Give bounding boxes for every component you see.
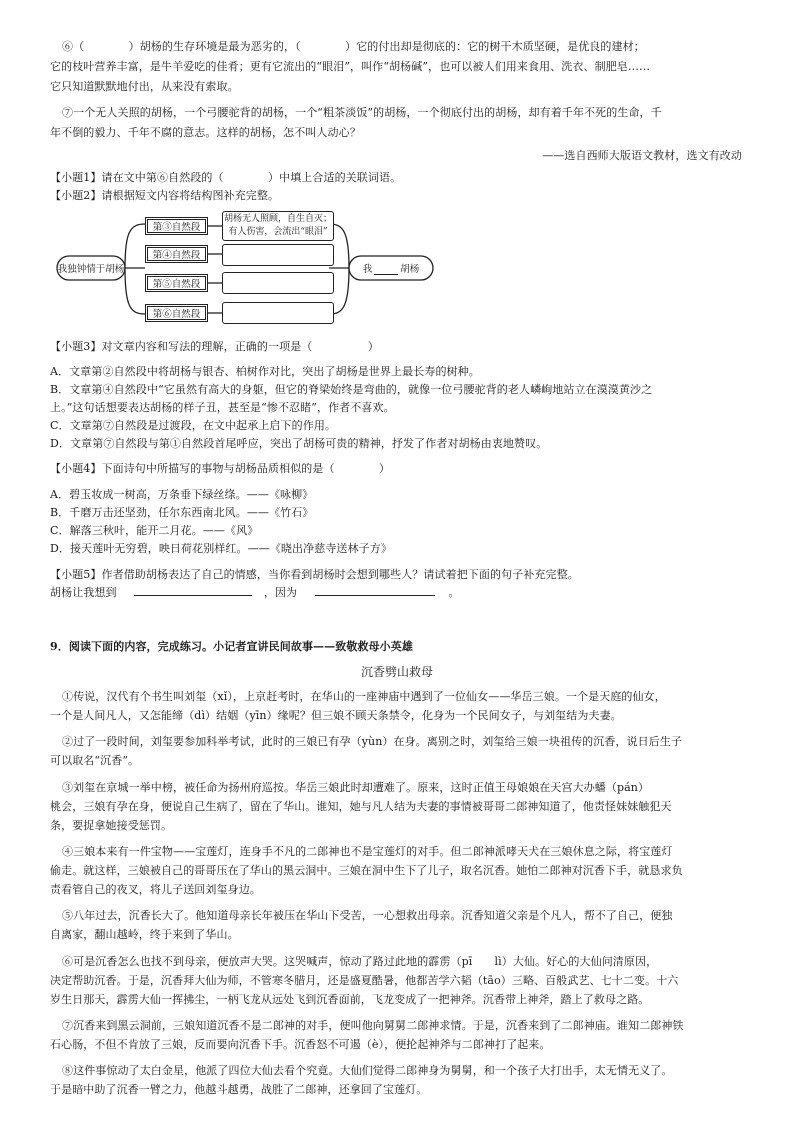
question-5-blank-2[interactable]: [315, 583, 435, 596]
question-4-option-c[interactable]: C．解落三秋叶，能开二月花。——《风》: [50, 524, 259, 537]
question-1: 【小题1】请在文中第⑥自然段的（ ）中填上合适的关联词语。: [50, 171, 402, 184]
paragraph-7-line-2: 年不倒的毅力、千年不腐的意志。这样的胡杨，怎不叫人动心？: [50, 126, 361, 139]
section-9-heading: 9．阅读下面的内容，完成练习。小记者宣讲民间故事——致敬救母小英雄: [50, 640, 413, 653]
story-line-8: ④三娘本来有一件宝物——宝莲灯，连身手不凡的二郎神也不是宝莲灯的对手。但二郎神派哮天犬在三娘休息之际，将宝莲灯: [62, 845, 673, 858]
diagram-right-blank[interactable]: [374, 262, 398, 275]
story-line-18: ⑧这件事惊动了太白金星，他派了四位大仙去看个究竟。大仙们觉得二郎神身为舅舅，和一个孩子大打出手，太无情无义了。: [62, 1064, 673, 1077]
paragraph-6-line-2: 它的枝叶营养丰富，是牛羊爱吃的佳肴；更有它流出的“眼泪”，叫作“胡杨碱”，也可以被人们用来食用、洗衣、制肥皂……: [50, 60, 651, 73]
story-line-13: ⑥可是沉香怎么也找不到母亲，便放声大哭。这哭喊声，惊动了路过此地的霹雳（pī lì）大仙。好心的大仙问清原因，: [62, 955, 658, 968]
story-line-11: ⑤八年过去，沉香长大了。他知道母亲长年被压在华山下受苦，一心想救出母亲。沉香知道父亲是个凡人，帮不了自己，便独: [62, 909, 673, 922]
diagram-row-1-answer: [222, 211, 334, 241]
story-line-2: 一个是人间凡人，又怎能缔（dì）结姻（yīn）缘呢？但三娘不顾天条禁令，化身为一个民间女子，与刘玺结为夫妻。: [50, 709, 622, 722]
diagram-row-4-blank[interactable]: [222, 302, 334, 324]
story-line-9: 偷走。就这样，三娘被自己的哥哥压在了华山的黑云洞中。三娘在洞中生下了儿子，取名沉香。她怕二郎神对沉香下手，就恳求负: [50, 864, 683, 877]
question-4-option-a[interactable]: A．碧玉妆成一树高，万条垂下绿丝绦。——《咏柳》: [50, 488, 314, 501]
question-5-fill-middle: ，因为: [263, 586, 298, 599]
diagram-right-label: [352, 257, 430, 279]
story-title: 沉香劈山救母: [360, 665, 433, 679]
story-line-10: 责看管自己的夜叉，将儿子送回刘玺身边。: [50, 883, 261, 896]
question-4: 【小题4】下面诗句中所描写的事物与胡杨品质相似的是（ ）: [50, 462, 391, 475]
story-line-17: 石心肠，不但不肯放了三娘，反而要向沉香下手。沉香怒不可遏（è），便抡起神斧与二郎神打了起来。: [50, 1038, 551, 1051]
story-line-3: ②过了一段时间，刘玺要参加科举考试，此时的三娘已有孕（yùn）在身。离别之时，刘玺给三娘一块祖传的沉香，说日后生子: [62, 735, 683, 748]
paragraph-6-line-3: 它只知道默默地付出，从来没有索取。: [50, 80, 239, 93]
diagram-row-3-label: 第⑤自然段: [145, 274, 208, 292]
question-5-fill-end: 。: [448, 586, 460, 599]
diagram-row-1-label: 第③自然段: [145, 217, 208, 235]
diagram-answer-line-1: 胡杨无人照顾，自生自灭；: [223, 214, 332, 224]
diagram-row-3-blank[interactable]: [222, 272, 334, 294]
story-line-5: ③刘玺在京城一举中榜，被任命为扬州府巡按。华岳三娘此时却遭难了。原来，这时正值王母娘娘在天宫大办蟠（pán）: [62, 781, 650, 794]
paragraph-6-line-1: ⑥（ ）胡杨的生存环境是最为恶劣的，（ ）它的付出却是彻底的：它的树干木质坚硬，是优良的建材；: [62, 40, 645, 53]
question-4-option-d[interactable]: D．接天莲叶无穷碧，映日荷花别样红。——《晓出净慈寺送林子方》: [50, 542, 392, 555]
story-line-14: 决定帮助沉香。于是，沉香拜大仙为师，不管寒冬腊月，还是盛夏酷暑，他都苦学六韬（tāo）三略、百般武艺、七十二变。十六: [50, 974, 679, 987]
question-3-option-b-line-1[interactable]: B．文章第④自然段中“它虽然有高大的身躯，但它的脊梁始终是弯曲的，就像一位弓腰驼背的老人嶙峋地站立在漠漠黄沙之: [50, 383, 653, 396]
story-line-16: ⑦沉香来到黑云洞前，三娘知道沉香不是二郎神的对手，便叫他向舅舅二郎神求情。于是，沉香来到了二郎神庙。谁知二郎神铁: [62, 1019, 684, 1032]
question-3-option-d[interactable]: D．文章第⑦自然段与第①自然段首尾呼应，突出了胡杨可贵的精神，抒发了作者对胡杨由衷地赞叹。: [50, 437, 548, 450]
question-3-option-b-line-2: 上。”这句话想要表达胡杨的样子丑，甚至是“惨不忍睹”，作者不喜欢。: [50, 401, 395, 414]
story-line-6: 桃会，三娘有孕在身，便说自己生病了，留在了华山。谁知，她与凡人结为夫妻的事情被哥哥二郎神知道了，他责怪妹妹触犯天: [50, 800, 672, 813]
diagram-row-2-blank[interactable]: [222, 244, 334, 266]
paragraph-7-line-1: ⑦一个无人关照的胡杨，一个弓腰驼背的胡杨，一个“粗茶淡饭”的胡杨，一个彻底付出的胡杨，却有着千年不死的生命，千: [62, 106, 662, 119]
diagram-answer-line-2: 有人伤害，会流出“眼泪”: [228, 227, 328, 237]
question-4-option-b[interactable]: B．千磨万击还坚劲，任尔东西南北风。——《竹石》: [50, 506, 314, 519]
story-line-12: 自离家，翻山越岭，终于来到了华山。: [50, 928, 239, 941]
story-line-15: 岁生日那天，霹雳大仙一挥拂尘，一柄飞龙从远处飞到沉香面前，飞龙变成了一把神斧。沉香带上神斧，踏上了救母之路。: [50, 993, 650, 1006]
question-2: 【小题2】请根据短文内容将结构图补充完整。: [50, 189, 280, 202]
question-3: 【小题3】对文章内容和写法的理解，正确的一项是（ ）: [50, 340, 379, 353]
question-3-option-c[interactable]: C．文章第⑦自然段是过渡段，在文中起承上启下的作用。: [50, 419, 337, 432]
question-5-fill-prefix: 胡杨让我想到: [50, 586, 117, 599]
diagram-left-label: 我独钟情于胡杨: [57, 264, 125, 275]
diagram-right-label-a: 我: [362, 264, 373, 275]
story-line-4: 可以取名“沉香”。: [50, 754, 140, 767]
story-line-1: ①传说，汉代有个书生叫刘玺（xǐ），上京赶考时，在华山的一座神庙中遇到了一位仙女——华岳三娘。一个是天庭的仙女，: [62, 690, 666, 703]
diagram-right-label-b: 胡杨: [400, 264, 420, 275]
question-5-blank-1[interactable]: [134, 583, 252, 596]
question-5-fill: [50, 583, 459, 603]
diagram-row-2-label: 第④自然段: [145, 245, 208, 263]
question-3-option-a[interactable]: A．文章第②自然段中将胡杨与银杏、柏树作对比，突出了胡杨是世界上最长寿的树种。: [50, 365, 480, 378]
story-line-7: 条，要捉拿她接受惩罚。: [50, 819, 173, 832]
source-note: ——选自西师大版语文教材，选文有改动: [542, 149, 742, 162]
diagram-row-4-label: 第⑥自然段: [145, 304, 208, 322]
question-5: 【小题5】作者借助胡杨表达了自己的情感，当你看到胡杨时会想到哪些人？请试着把下面的句子补充完整。: [50, 568, 579, 581]
story-line-19: 于是暗中助了沉香一臂之力，他越斗越勇，战胜了二郎神，还拿回了宝莲灯。: [50, 1083, 428, 1096]
